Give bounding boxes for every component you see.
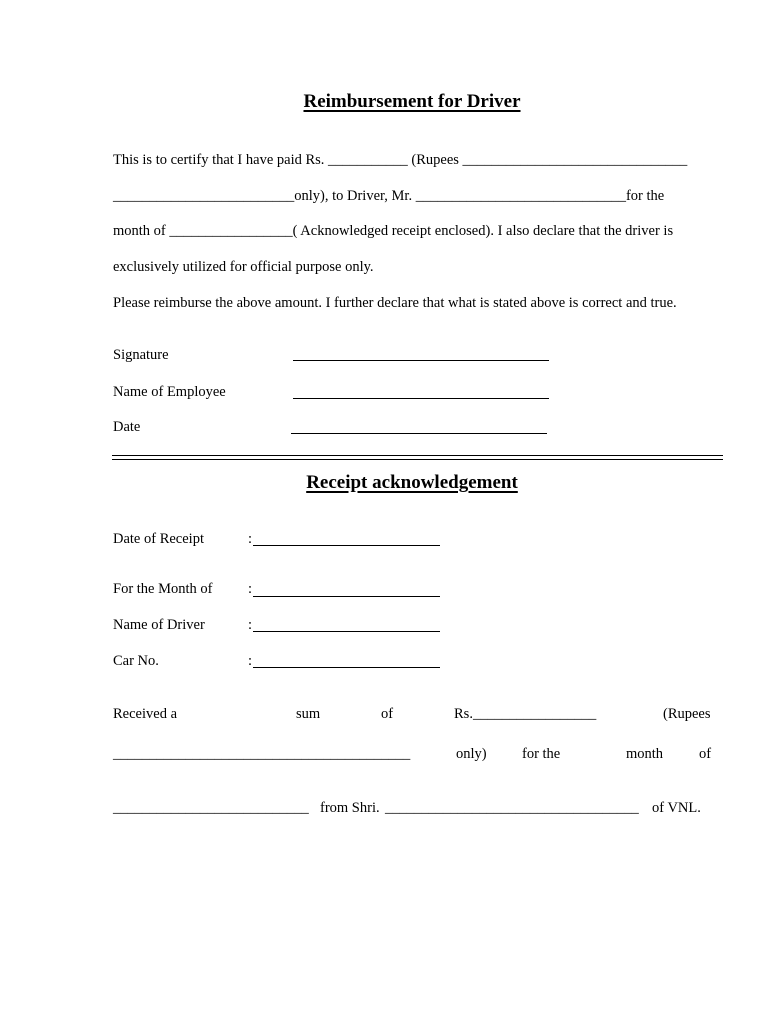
of-word: of [381, 706, 394, 722]
for-the-word: for the [522, 746, 561, 762]
from-shri-word: from Shri. [320, 800, 380, 816]
date-of-receipt-label: Date of Receipt [113, 531, 204, 547]
reimburse-declaration: Please reimburse the above amount. I further declare that what is stated above is correct and true. [113, 295, 677, 311]
driver-name-line[interactable] [253, 631, 440, 632]
month-of-line[interactable] [253, 596, 440, 597]
month-blank: ___________________________ [113, 800, 309, 816]
certify-paragraph-line-4: exclusively utilized for official purpose only. [113, 259, 374, 275]
car-no-colon: : [248, 653, 253, 669]
shri-name-blank: ___________________________________ [385, 800, 639, 816]
received-word: Received a [113, 706, 178, 722]
date-line[interactable] [291, 433, 547, 434]
only-word: only) [456, 746, 487, 762]
rupees-word: (Rupees [663, 706, 711, 722]
date-label: Date [113, 419, 141, 435]
reimbursement-title: Reimbursement for Driver [303, 91, 521, 112]
certify-paragraph-line-1: This is to certify that I have paid Rs. ___________ (Rupees _______________________________ [113, 152, 688, 168]
month-word: month [626, 746, 664, 762]
employee-name-line[interactable] [293, 398, 549, 399]
driver-name-label: Name of Driver [113, 617, 205, 633]
signature-label: Signature [113, 347, 169, 363]
car-no-label: Car No. [113, 653, 159, 669]
date-of-receipt-line[interactable] [253, 545, 440, 546]
certify-paragraph-line-2: _________________________only), to Driver, Mr. _____________________________for the [113, 188, 665, 204]
receipt-title: Receipt acknowledgement [306, 472, 518, 493]
rs-blank: Rs._________________ [454, 706, 597, 722]
certify-paragraph-line-3: month of _________________( Acknowledged receipt enclosed). I also declare that the driver is [113, 223, 674, 239]
date-of-receipt-colon: : [248, 531, 253, 547]
rupees-words-blank: _________________________________________ [113, 746, 411, 762]
section-divider [112, 455, 723, 460]
month-of-colon: : [248, 581, 253, 597]
sum-word: sum [296, 706, 321, 722]
car-no-line[interactable] [253, 667, 440, 668]
driver-name-colon: : [248, 617, 253, 633]
month-of-label: For the Month of [113, 581, 213, 597]
of-vnl-word: of VNL. [652, 800, 701, 816]
signature-line[interactable] [293, 360, 549, 361]
of-word-2: of [699, 746, 712, 762]
employee-name-label: Name of Employee [113, 384, 226, 400]
